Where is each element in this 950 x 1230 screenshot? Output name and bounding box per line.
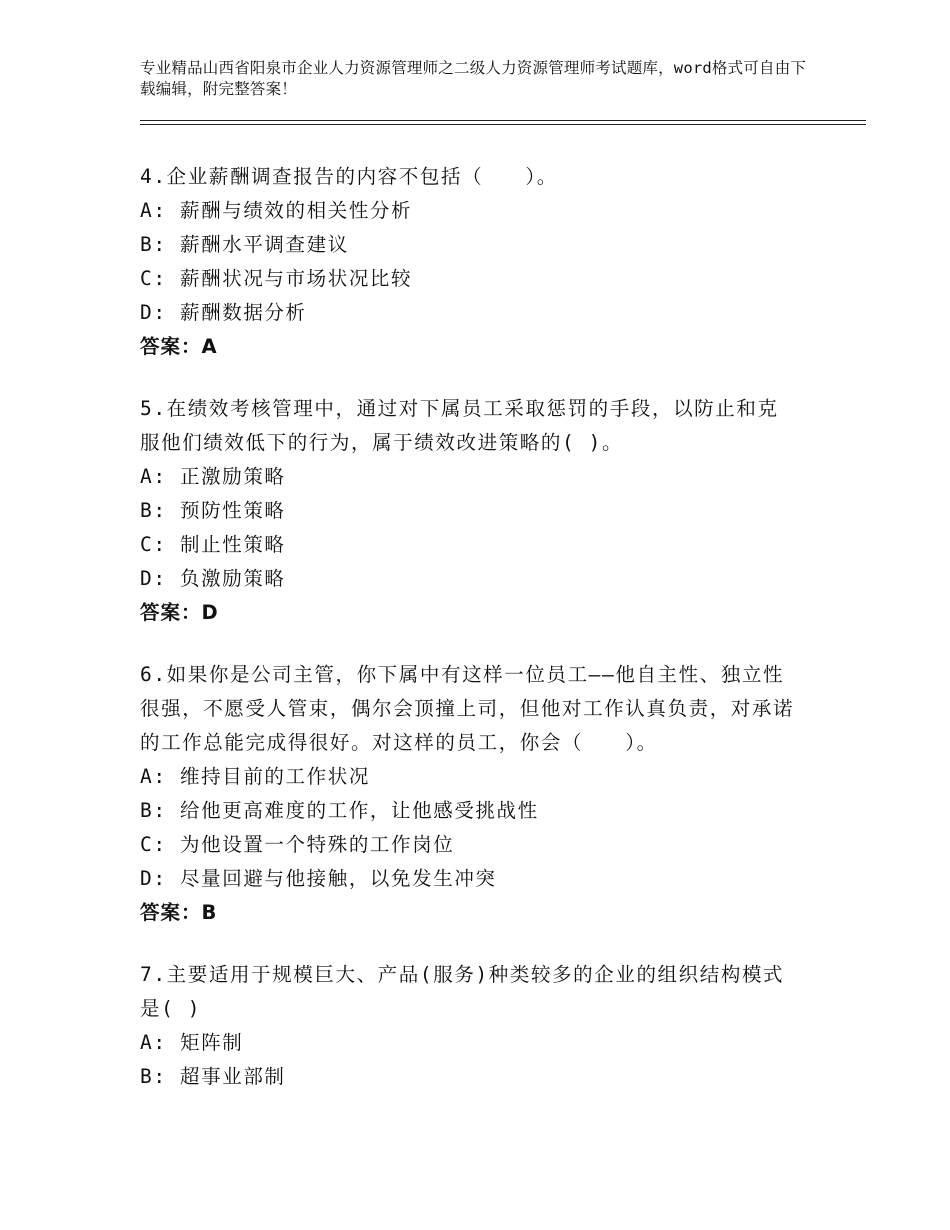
question-5 <box>140 392 800 630</box>
option-d: D: 薪酬数据分析 <box>140 301 307 324</box>
option-a: A: 正激励策略 <box>140 465 286 488</box>
document-header: 专业精品山西省阳泉市企业人力资源管理师之二级人力资源管理师考试题库，word格式可自由下载编辑，附完整答案！ <box>140 59 807 98</box>
question-stem: 4.企业薪酬调查报告的内容不包括（ ）。 <box>140 165 558 188</box>
answer-label: 答案：B <box>140 901 218 924</box>
question-stem: 6.如果你是公司主管，你下属中有这样一位员工——他自主性、独立性很强，不愿受人管束，偶尔会顶撞上司，但他对工作认真负责，对承诺的工作总能完成得很好。对这样的员工，你会（ ）。 <box>140 663 795 754</box>
option-a: A: 矩阵制 <box>140 1031 244 1054</box>
question-4 <box>140 160 800 364</box>
answer-label: 答案：D <box>140 601 219 624</box>
option-d: D: 尽量回避与他接触，以免发生冲突 <box>140 867 497 890</box>
option-c: C: 制止性策略 <box>140 533 286 556</box>
answer-label: 答案：A <box>140 335 218 358</box>
question-7 <box>140 958 800 1094</box>
option-a: A: 维持目前的工作状况 <box>140 765 370 788</box>
option-a: A: 薪酬与绩效的相关性分析 <box>140 199 413 222</box>
question-6 <box>140 658 800 930</box>
question-list <box>140 160 800 1122</box>
header-divider-bottom <box>140 124 866 125</box>
option-b: B: 预防性策略 <box>140 499 286 522</box>
option-d: D: 负激励策略 <box>140 567 286 590</box>
option-b: B: 超事业部制 <box>140 1065 286 1088</box>
option-b: B: 给他更高难度的工作，让他感受挑战性 <box>140 799 539 822</box>
header-divider-top <box>140 120 866 121</box>
option-c: C: 为他设置一个特殊的工作岗位 <box>140 833 455 856</box>
option-b: B: 薪酬水平调查建议 <box>140 233 349 256</box>
question-stem: 5.在绩效考核管理中，通过对下属员工采取惩罚的手段，以防止和克服他们绩效低下的行为，属于绩效改进策略的( )。 <box>140 397 779 454</box>
option-c: C: 薪酬状况与市场状况比较 <box>140 267 413 290</box>
question-stem: 7.主要适用于规模巨大、产品(服务)种类较多的企业的组织结构模式是( ) <box>140 963 785 1020</box>
